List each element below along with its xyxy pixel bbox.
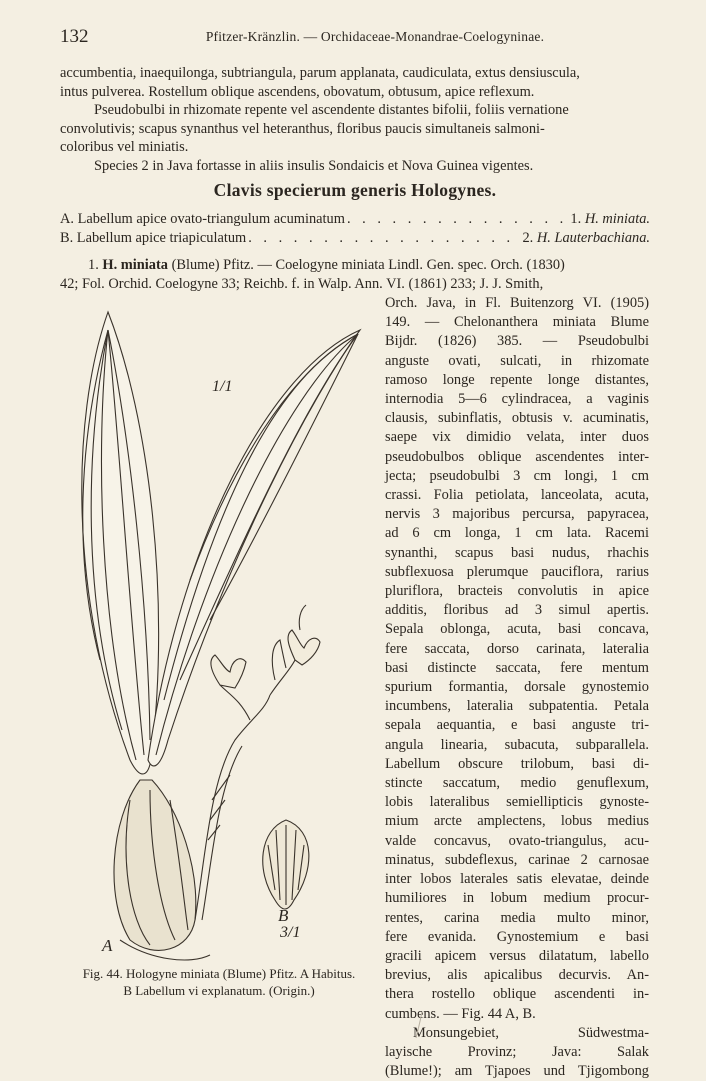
leader-dots [345, 210, 570, 229]
species-key [60, 210, 650, 247]
intro-line: convolutivis; scapus synanthus vel heteranthus, floribus paucis simultaneis salmoni- [60, 120, 545, 137]
description-line: fere saccata, dorso carinata, lateralia [385, 640, 649, 657]
description-line: ramoso longe repente longe distantes, [385, 371, 649, 388]
figure-caption [60, 965, 378, 999]
caption-line: B Labellum vi explanatum. (Origin.) [123, 983, 315, 998]
description-line: synanthi, scapus basi nudus, rhachis [385, 544, 649, 561]
scale-a: 1/1 [212, 378, 233, 395]
description-line: thera rostello oblique ascendenti in- [385, 986, 649, 1003]
description-line: minatus, subdeflexus, carinae 2 carnosae [385, 851, 649, 868]
figure-44 [60, 300, 380, 965]
caption-line: Fig. 44. Hologyne miniata (Blume) Pfitz. A Habitus. [82, 966, 356, 981]
description-line: pseudobulbos oblique ascendentes inter- [385, 448, 649, 465]
description-line: Bijdr. (1826) 385. — Pseudobulbi [385, 333, 649, 350]
leader-dots [246, 229, 522, 248]
intro-paragraphs [60, 64, 650, 176]
description-line: Monsungebiet, Südwestma- [413, 1024, 649, 1041]
label-b: B [278, 906, 289, 925]
species-name: H. miniata [102, 257, 168, 273]
description-line: jecta; pseudobulbi 3 cm longi, 1 cm [385, 467, 649, 484]
key-entry-number: 2. [522, 229, 534, 246]
description-line: saepe vix dimidio velata, inter duos [385, 429, 649, 446]
intro-line: Species 2 in Java fortasse in aliis insulis Sondaicis et Nova Guinea vigentes. [94, 157, 534, 174]
intro-line: accumbentia, inaequilonga, subtriangula, parum applanata, caudiculata, extus densiuscula, [60, 65, 580, 81]
description-line: 149. — Chelonanthera miniata Blume [385, 314, 649, 331]
description-line: internodia 5—6 cylindracea, a vaginis [385, 391, 649, 408]
description-line: fere evanida. Gynostemium e basi [385, 928, 649, 945]
description-line: lobis lateralibus semiellipticis gynoste- [385, 794, 649, 811]
description-line: Sepala oblonga, acuta, basi concava, [385, 621, 649, 638]
page-header [60, 26, 650, 50]
description-line: clausis, subinflatis, obtusis v. acuminatis, [385, 410, 649, 427]
key-entry [60, 229, 650, 248]
species-line: 42; Fol. Orchid. Coelogyne 33; Reichb. f. in Walp. Ann. VI. (1861) 233; J. J. Smith, [60, 275, 544, 292]
description-line: pluriflora, bracteis convolutis in apice [385, 583, 649, 600]
description-line: ad 6 cm longa, 1 cm lata. Racemi [385, 525, 649, 542]
description-line: cumbens. — Fig. 44 A, B. [385, 1005, 536, 1022]
description-line: layische Provinz; Java: Salak [385, 1043, 649, 1060]
description-line: Orch. Java, in Fl. Buitenzorg VI. (1905) [385, 295, 649, 311]
description-line: incumbens, lateralia subpatentia. Petala [385, 698, 649, 715]
key-heading: Clavis specierum generis Hologynes. [213, 180, 497, 200]
description-line: angula linearia, subacuta, subparallela. [385, 736, 649, 753]
description-line: humiliores in lobum medium procur- [385, 890, 649, 907]
description-line: valde concavus, ovato-triangulus, acu- [385, 832, 649, 849]
label-a: A [102, 936, 113, 955]
description-line: nervis 3 majoribus percursa, papyracea, [385, 506, 649, 523]
scale-b: 3/1 [280, 924, 301, 941]
description-line: crassi. Folia petiolata, lanceolata, acuta, [385, 487, 649, 504]
description-line: Labellum obscure trilobum, basi di- [385, 755, 649, 772]
pencil-mark-icon [412, 1010, 432, 1040]
key-entry [60, 210, 650, 229]
description-line: inter lobos laterales satis elevatae, deinde [385, 871, 649, 888]
intro-line: coloribus vel miniatis. [60, 139, 189, 156]
description-line: gracili apicem versus dilatatum, labello [385, 947, 649, 964]
description-line: sepala aequantia, e basi anguste tri- [385, 717, 649, 734]
description-line: stincte saccatum, medio genuflexum, [385, 775, 649, 792]
description-column [385, 294, 649, 1081]
species-header-lines [60, 256, 650, 293]
orchid-illustration [60, 300, 380, 965]
key-entry-number: 1. [570, 211, 582, 227]
description-line: (Blume!); am Tjapoes und Tjigombong [385, 1063, 649, 1080]
species-citation: (Blume) Pfitz. — Coelogyne miniata Lindl. Gen. spec. Orch. (1830) [171, 257, 565, 273]
description-line: anguste ovati, sulcati, in rhizomate [385, 352, 649, 369]
description-line: rentes, carina media multo minor, [385, 909, 649, 926]
key-entry-species: H. Lauterbachiana. [536, 229, 650, 246]
species-line [60, 256, 650, 275]
description-line: basi distincte saccata, fere mentum [385, 659, 649, 676]
running-head: Pfitzer-Kränzlin. — Orchidaceae-Monandrae-Coelogyninae. [205, 29, 545, 44]
description-line: additis, floribus ad 3 simul apertis. [385, 602, 649, 619]
page-number: 132 [60, 26, 89, 47]
description-line: brevius, alis apicalibus decurvis. An- [385, 967, 649, 984]
description-line: spurium formantia, dorsale gynostemio [385, 679, 649, 696]
description-line: mium arcte amplectens, lobus medius [385, 813, 649, 830]
species-number: 1. [88, 257, 99, 273]
key-entry-species: H. miniata. [584, 211, 650, 227]
description-line: subflexuosa plerumque pauciflora, rarius [385, 563, 649, 580]
key-entry-text: A. Labellum apice ovato-triangulum acuminatum [60, 211, 345, 227]
key-entry-text: B. Labellum apice triapiculatum [60, 229, 247, 246]
intro-line: intus pulverea. Rostellum oblique ascendens, obovatum, obtusum, apice reflexum. [60, 83, 535, 100]
intro-line: Pseudobulbi in rhizomate repente vel ascendente distantes bifolii, foliis vernatione [94, 102, 569, 119]
